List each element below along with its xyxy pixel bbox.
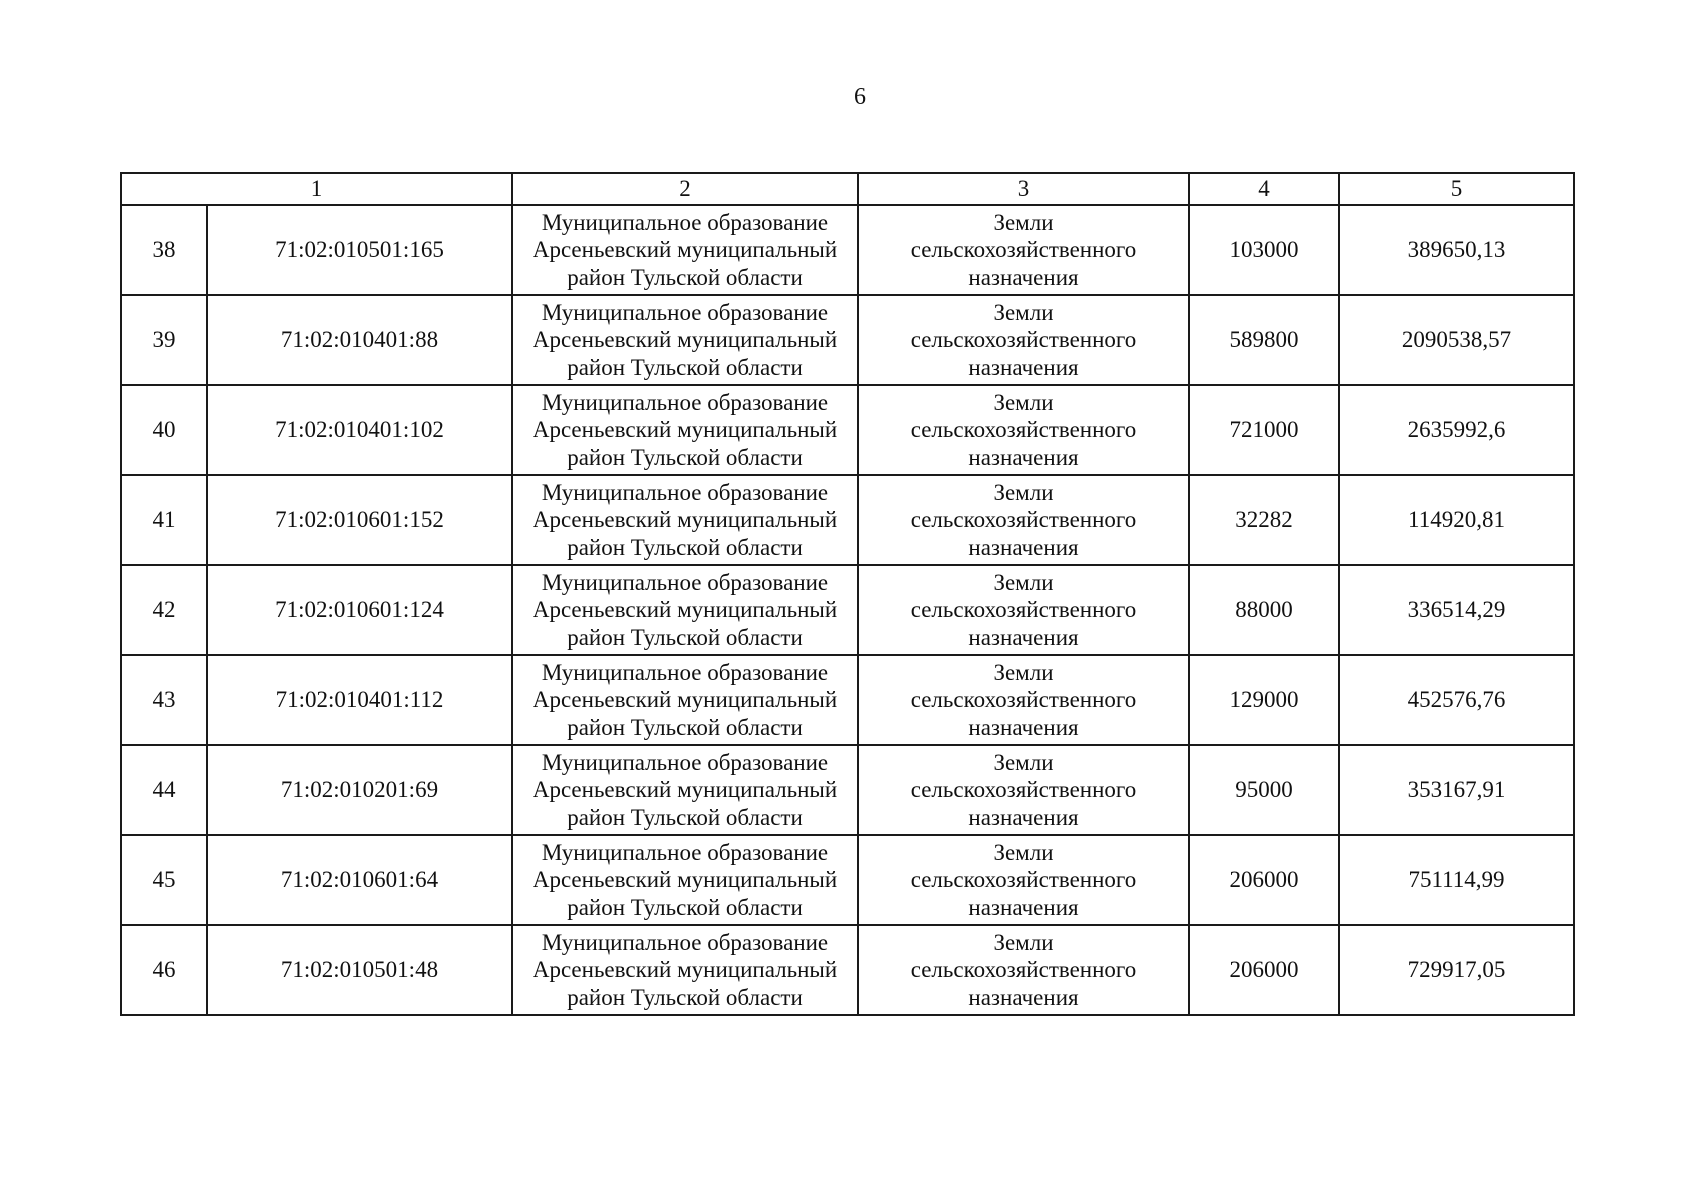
land-category-cell-line: назначения [968,444,1079,470]
area-cell: 32282 [1189,475,1339,565]
land-category-cell-line: сельскохозяйственного [910,957,1137,983]
owner-cell-line: район Тульской области [567,444,803,470]
area-cell: 95000 [1189,745,1339,835]
table-row [121,565,1574,655]
land-category-cell-line: сельскохозяйственного [910,867,1137,893]
owner-cell [512,835,858,925]
owner-cell-line: район Тульской области [567,264,803,290]
land-category-cell-line: сельскохозяйственного [910,597,1137,623]
row-number-cell: 45 [121,835,207,925]
land-category-cell [858,565,1189,655]
owner-cell-line: Муниципальное образование [541,749,829,775]
land-category-cell-line: сельскохозяйственного [910,777,1137,803]
owner-cell-line: Муниципальное образование [541,839,829,865]
owner-cell-line: Арсеньевский муниципальный [532,687,838,713]
owner-cell-line: Арсеньевский муниципальный [532,237,838,263]
table-body [121,205,1574,1015]
land-category-cell-line: назначения [968,714,1079,740]
land-category-cell-line: Земли [993,569,1054,595]
land-category-cell-line: сельскохозяйственного [910,327,1137,353]
land-category-cell-line: Земли [993,299,1054,325]
column-header-3: 3 [858,173,1189,205]
land-category-cell [858,655,1189,745]
area-cell: 88000 [1189,565,1339,655]
owner-cell-line: Арсеньевский муниципальный [532,777,838,803]
cadastral-value-cell: 729917,05 [1339,925,1574,1015]
column-header-2: 2 [512,173,858,205]
land-category-cell-line: назначения [968,624,1079,650]
land-category-cell-line: Земли [993,659,1054,685]
cadastral-number-cell: 71:02:010201:69 [207,745,512,835]
land-category-cell-line: сельскохозяйственного [910,507,1137,533]
cadastral-number-cell: 71:02:010401:88 [207,295,512,385]
land-category-cell [858,385,1189,475]
land-category-cell-line: назначения [968,264,1079,290]
area-cell: 129000 [1189,655,1339,745]
owner-cell-line: Арсеньевский муниципальный [532,957,838,983]
table-row [121,205,1574,295]
owner-cell-line: Муниципальное образование [541,389,829,415]
cadastral-number-cell: 71:02:010401:102 [207,385,512,475]
cadastral-value-cell: 751114,99 [1339,835,1574,925]
row-number-cell: 43 [121,655,207,745]
owner-cell-line: район Тульской области [567,624,803,650]
land-category-cell [858,295,1189,385]
land-category-cell [858,925,1189,1015]
row-number-cell: 40 [121,385,207,475]
owner-cell [512,565,858,655]
land-category-cell-line: Земли [993,929,1054,955]
cadastral-value-cell: 2635992,6 [1339,385,1574,475]
owner-cell-line: район Тульской области [567,894,803,920]
area-cell: 589800 [1189,295,1339,385]
cadastral-number-cell: 71:02:010601:64 [207,835,512,925]
area-cell: 103000 [1189,205,1339,295]
land-category-cell-line: сельскохозяйственного [910,687,1137,713]
table-row [121,745,1574,835]
cadastral-number-cell: 71:02:010601:152 [207,475,512,565]
table-row [121,385,1574,475]
column-header-4: 4 [1189,173,1339,205]
owner-cell-line: Арсеньевский муниципальный [532,597,838,623]
header-row [121,173,1574,205]
owner-cell-line: район Тульской области [567,804,803,830]
cadastral-value-cell: 389650,13 [1339,205,1574,295]
owner-cell-line: район Тульской области [567,984,803,1010]
owner-cell-line: район Тульской области [567,354,803,380]
owner-cell-line: Муниципальное образование [541,209,829,235]
land-category-cell-line: назначения [968,804,1079,830]
owner-cell [512,295,858,385]
row-number-cell: 38 [121,205,207,295]
owner-cell [512,385,858,475]
row-number-cell: 42 [121,565,207,655]
area-cell: 206000 [1189,925,1339,1015]
land-category-cell-line: сельскохозяйственного [910,417,1137,443]
owner-cell [512,925,858,1015]
table-row [121,655,1574,745]
land-category-cell [858,835,1189,925]
owner-cell-line: Арсеньевский муниципальный [532,867,838,893]
land-category-cell-line: Земли [993,479,1054,505]
owner-cell [512,745,858,835]
land-category-cell [858,745,1189,835]
column-header-5: 5 [1339,173,1574,205]
owner-cell [512,655,858,745]
owner-cell [512,205,858,295]
owner-cell-line: Муниципальное образование [541,299,829,325]
land-category-cell [858,475,1189,565]
land-category-cell-line: сельскохозяйственного [910,237,1137,263]
area-cell: 721000 [1189,385,1339,475]
owner-cell [512,475,858,565]
cadastral-value-cell: 452576,76 [1339,655,1574,745]
land-category-cell-line: Земли [993,209,1054,235]
area-cell: 206000 [1189,835,1339,925]
owner-cell-line: Муниципальное образование [541,569,829,595]
table-row [121,925,1574,1015]
land-category-cell-line: назначения [968,354,1079,380]
owner-cell-line: район Тульской области [567,714,803,740]
row-number-cell: 39 [121,295,207,385]
cadastral-value-cell: 336514,29 [1339,565,1574,655]
owner-cell-line: Муниципальное образование [541,929,829,955]
land-category-cell-line: Земли [993,749,1054,775]
land-plot-table [120,172,1575,1016]
column-header-1: 1 [121,173,512,205]
cadastral-number-cell: 71:02:010501:48 [207,925,512,1015]
land-category-cell-line: назначения [968,984,1079,1010]
row-number-cell: 46 [121,925,207,1015]
table-row [121,295,1574,385]
land-category-cell [858,205,1189,295]
row-number-cell: 41 [121,475,207,565]
cadastral-value-cell: 353167,91 [1339,745,1574,835]
cadastral-value-cell: 114920,81 [1339,475,1574,565]
owner-cell-line: Арсеньевский муниципальный [532,507,838,533]
owner-cell-line: Арсеньевский муниципальный [532,327,838,353]
cadastral-number-cell: 71:02:010501:165 [207,205,512,295]
land-category-cell-line: Земли [993,839,1054,865]
cadastral-number-cell: 71:02:010401:112 [207,655,512,745]
land-category-cell-line: Земли [993,389,1054,415]
cadastral-value-cell: 2090538,57 [1339,295,1574,385]
owner-cell-line: Арсеньевский муниципальный [532,417,838,443]
page-number: 6 [854,84,866,110]
land-category-cell-line: назначения [968,534,1079,560]
owner-cell-line: Муниципальное образование [541,659,829,685]
cadastral-number-cell: 71:02:010601:124 [207,565,512,655]
land-category-cell-line: назначения [968,894,1079,920]
row-number-cell: 44 [121,745,207,835]
owner-cell-line: район Тульской области [567,534,803,560]
table-row [121,835,1574,925]
table-row [121,475,1574,565]
owner-cell-line: Муниципальное образование [541,479,829,505]
